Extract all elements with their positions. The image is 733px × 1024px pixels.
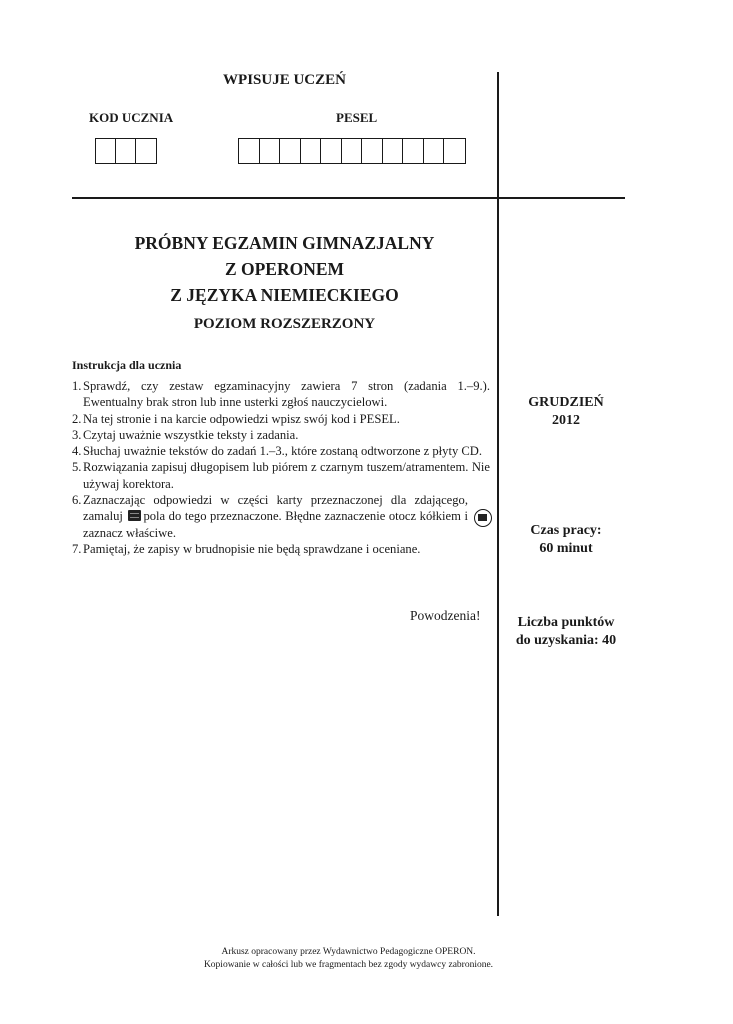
instruction-text: Rozwiązania zapisuj długopisem lub piórem z czarnym tuszem/atramentem. Nie używaj korektora. (83, 460, 490, 491)
exam-title-line: Z JĘZYKA NIEMIECKIEGO (170, 285, 399, 305)
pesel-field[interactable] (238, 138, 466, 164)
kod-cell[interactable] (116, 139, 136, 163)
exam-year: 2012 (552, 413, 580, 428)
pesel-cell[interactable] (362, 139, 383, 163)
instruction-number: 4. (72, 444, 82, 459)
instruction-item (72, 411, 490, 427)
pesel-cell[interactable] (444, 139, 465, 163)
instruction-item (72, 459, 490, 492)
pesel-cell[interactable] (383, 139, 404, 163)
footer-line: Kopiowanie w całości lub we fragmentach bez zgody wydawcy zabronione. (203, 960, 494, 970)
duration-value: 60 minut (539, 541, 593, 556)
instruction-text: Czytaj uważnie wszystkie teksty i zadania. (83, 427, 299, 442)
instruction-text: Słuchaj uważnie tekstów do zadań 1.–3., które zostaną odtworzone z płyty CD. (83, 444, 483, 459)
filled-answer-box-icon (128, 510, 141, 521)
pesel-cell[interactable] (239, 139, 260, 163)
pesel-cell[interactable] (280, 139, 301, 163)
kod-ucznia-field[interactable] (95, 138, 157, 164)
instruction-number: 5. (72, 460, 82, 475)
pesel-cell[interactable] (260, 139, 281, 163)
instruction-text: i zaznacz właściwe. (83, 509, 469, 540)
instruction-text: Na tej stronie i na karcie odpowiedzi wpisz swój kod i PESEL. (83, 411, 400, 426)
exam-month: GRUDZIEŃ (528, 395, 604, 410)
instruction-number: 3. (72, 427, 82, 442)
instruction-text: pola do tego przeznaczone. Błędne zaznaczenie otocz kółkiem (143, 509, 461, 524)
instruction-item (72, 443, 490, 459)
instructions-heading: Instrukcja dla ucznia (72, 358, 182, 372)
instruction-item (72, 427, 490, 443)
student-area-heading: WPISUJE UCZEŃ (223, 72, 346, 88)
exam-title (72, 230, 497, 308)
kod-ucznia-label: KOD UCZNIA (89, 110, 174, 125)
instruction-item (72, 378, 490, 411)
instruction-text: Zaznaczając odpowiedzi w części karty przeznaczonej dla zdającego, zamaluj (83, 493, 468, 524)
pesel-cell[interactable] (301, 139, 322, 163)
exam-points (500, 614, 632, 650)
instruction-text: Sprawdź, czy zestaw egzaminacyjny zawiera 7 stron (zadania 1.–9.). Ewentualny brak stron lub inne usterki zgłoś nauczycielowi. (83, 379, 490, 410)
closing-text: Powodzenia! (410, 608, 481, 623)
pesel-cell[interactable] (342, 139, 363, 163)
instruction-number: 1. (72, 379, 82, 393)
instructions-list (72, 378, 490, 557)
pesel-cell[interactable] (321, 139, 342, 163)
kod-cell[interactable] (136, 139, 156, 163)
instruction-text: Pamiętaj, że zapisy w brudnopisie nie będą sprawdzane i oceniane. (83, 541, 421, 556)
exam-title-line: PRÓBNY EGZAMIN GIMNAZJALNY (134, 233, 435, 253)
instruction-item (72, 492, 490, 541)
pesel-cell[interactable] (424, 139, 445, 163)
instruction-item (72, 541, 490, 557)
exam-level: POZIOM ROZSZERZONY (193, 316, 376, 332)
pesel-label: PESEL (336, 110, 378, 125)
instruction-number: 6. (72, 493, 82, 508)
horizontal-divider (72, 197, 625, 199)
exam-title-line: Z OPERONEM (224, 259, 345, 279)
footer-line: Arkusz opracowany przez Wydawnictwo Pedagogiczne OPERON. (221, 947, 476, 957)
kod-cell[interactable] (96, 139, 116, 163)
instruction-number: 2. (72, 411, 82, 426)
pesel-cell[interactable] (403, 139, 424, 163)
circled-answer-box-icon (474, 509, 492, 527)
points-value: do uzyskania: 40 (515, 633, 617, 648)
exam-duration (500, 522, 632, 558)
exam-date (500, 394, 632, 430)
instruction-number: 7. (72, 541, 82, 556)
duration-label: Czas pracy: (530, 523, 602, 538)
points-label: Liczba punktów (517, 615, 615, 630)
footer (72, 946, 625, 972)
